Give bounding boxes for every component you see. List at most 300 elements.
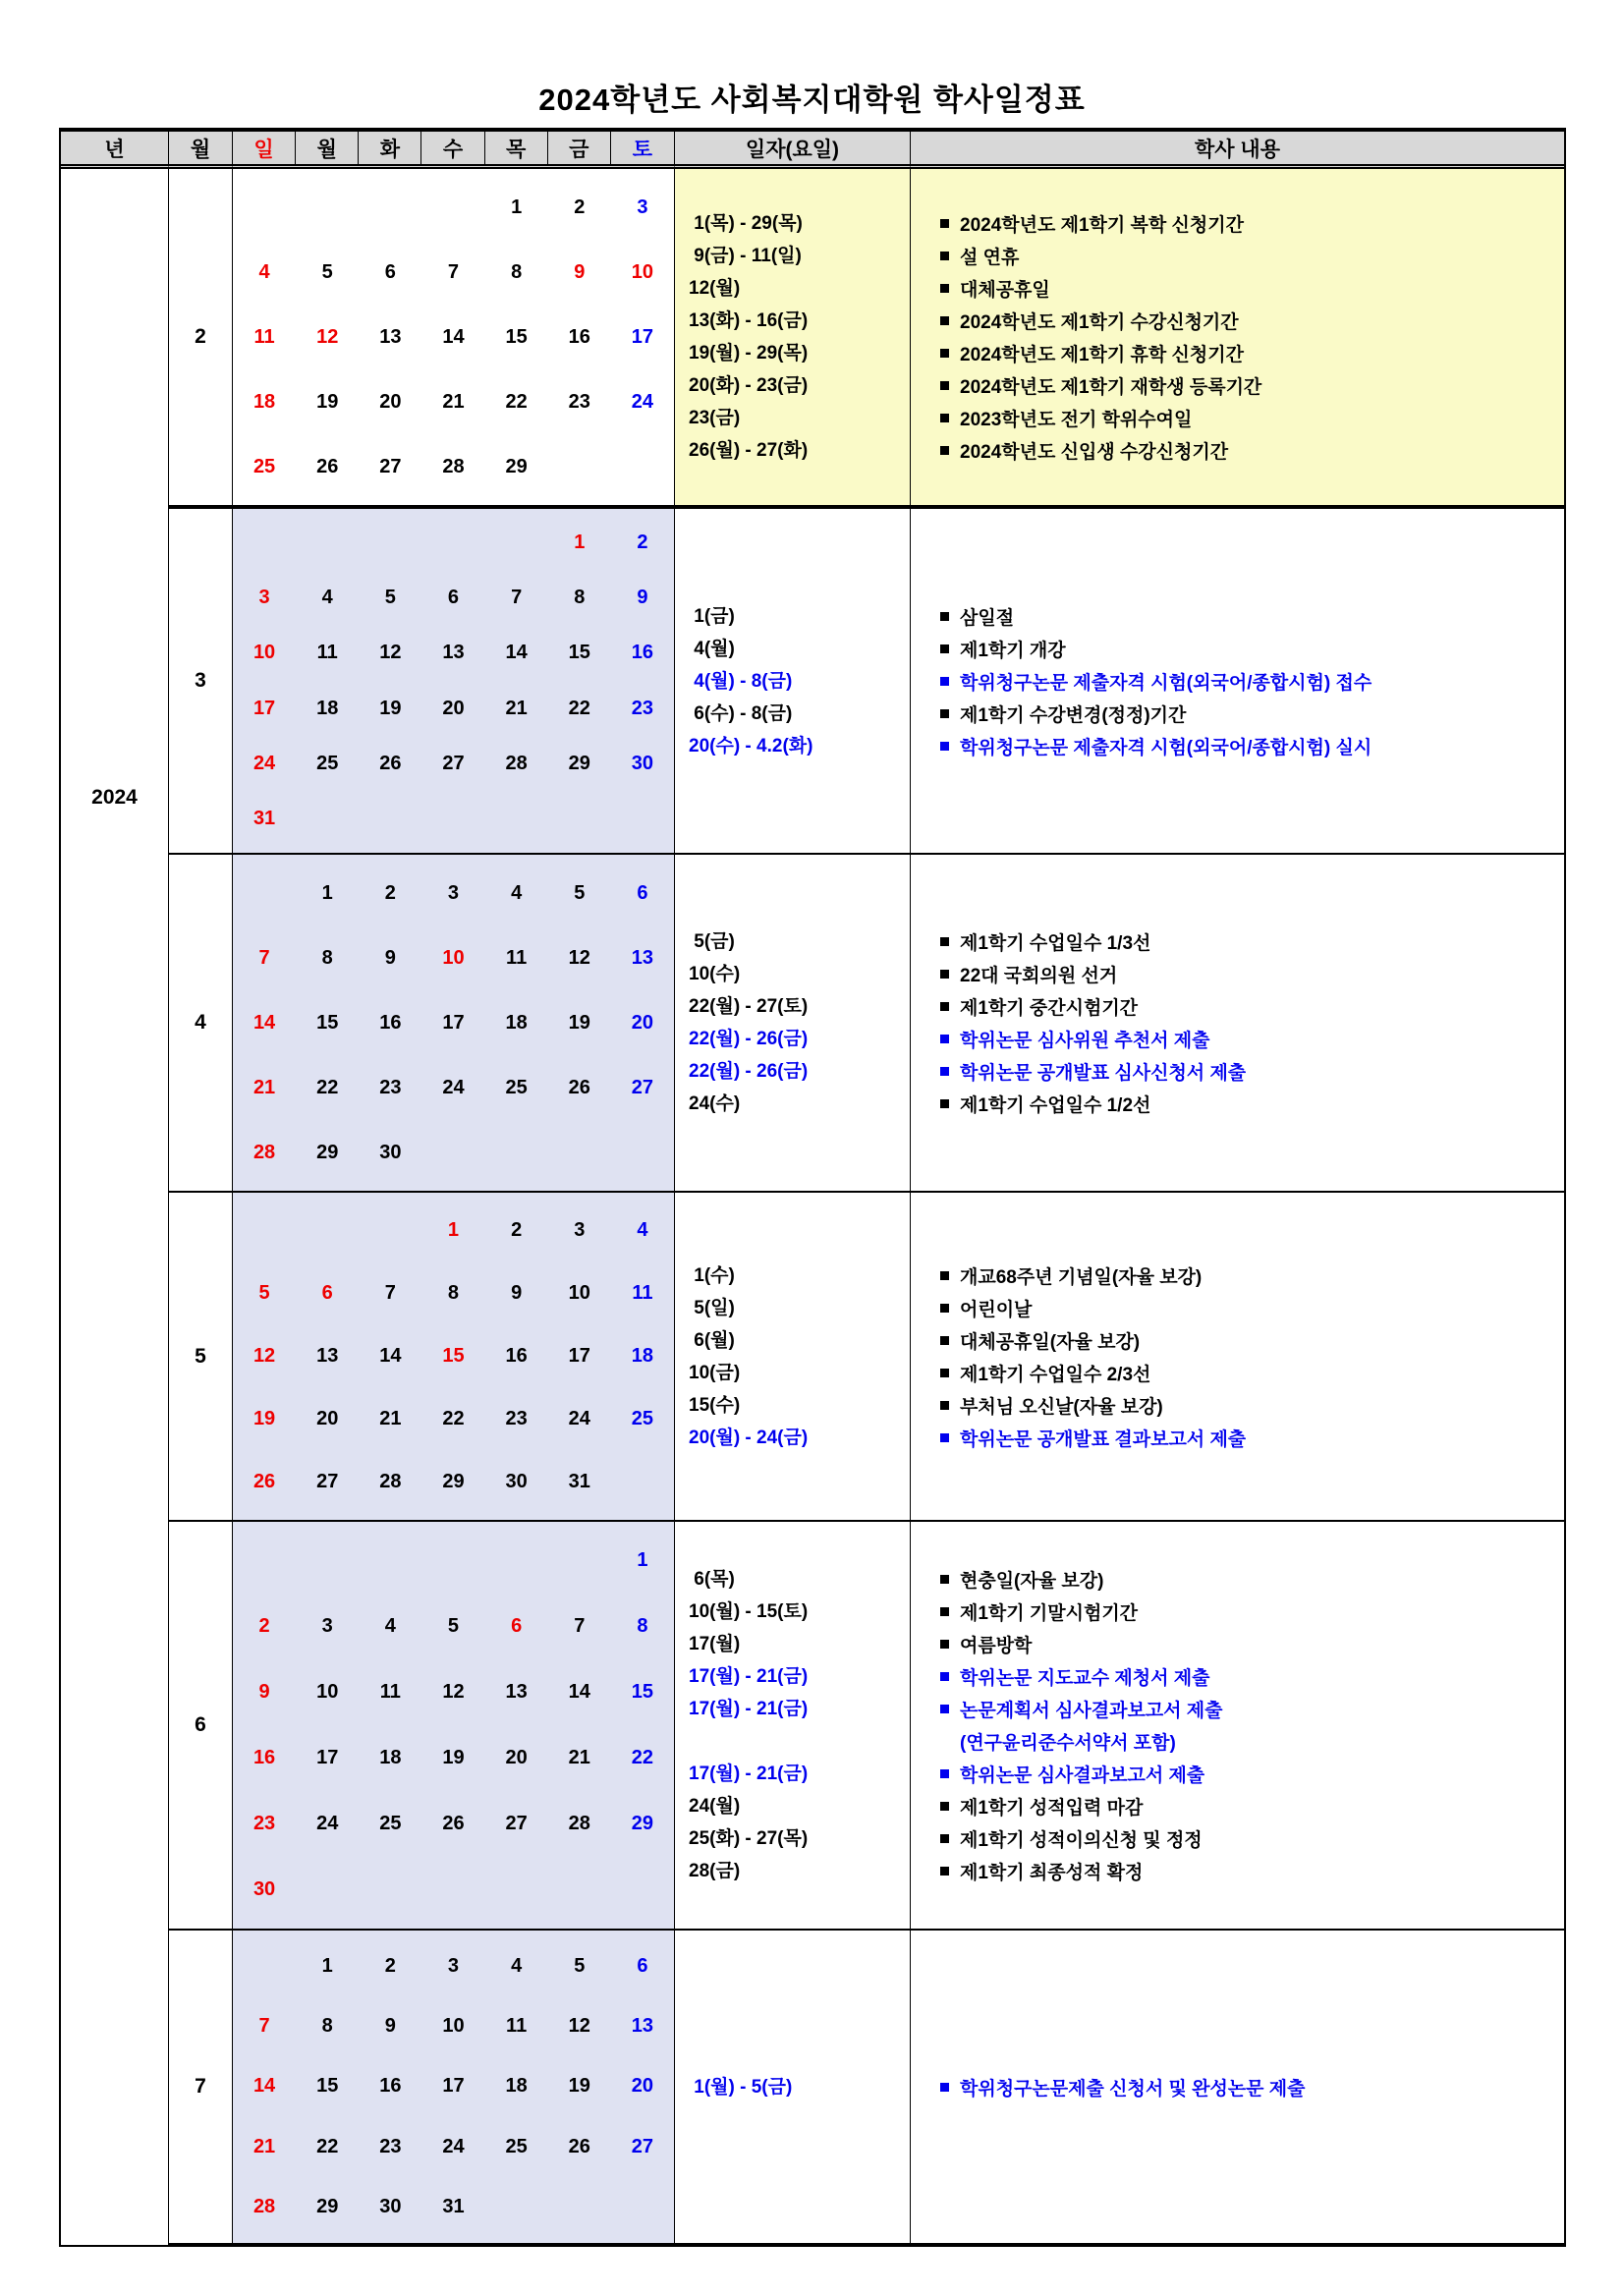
calendar-day: 22 xyxy=(442,1408,465,1430)
calendar-day: 6 xyxy=(384,260,396,283)
weekday-thu: 목 xyxy=(485,132,548,164)
header-weekdays xyxy=(233,132,675,169)
calendar-day xyxy=(296,808,359,830)
calendar-day xyxy=(611,1878,674,1901)
calendar-day: 2 xyxy=(574,196,586,218)
bullet-square-icon xyxy=(940,1401,949,1410)
event-text: 삼일절 xyxy=(960,607,1015,629)
calendar-day xyxy=(233,882,296,905)
event-date xyxy=(689,1725,910,1758)
event-text: 설 연휴 xyxy=(960,248,1020,268)
calendar-week-row xyxy=(233,391,674,414)
event-text: 대체공휴일 xyxy=(960,280,1050,301)
month-dates-5 xyxy=(675,1193,911,1522)
calendar-day xyxy=(485,1878,548,1901)
calendar-day: 23 xyxy=(252,1813,276,1834)
calendar-day: 17 xyxy=(252,697,276,719)
month-events-3 xyxy=(911,509,1564,855)
bullet-square-icon xyxy=(940,1607,949,1616)
header-date-column: 일자(요일) xyxy=(675,132,911,169)
event-row xyxy=(940,1357,1564,1389)
calendar-day: 29 xyxy=(442,1471,465,1493)
event-row xyxy=(940,369,1564,402)
month-events-7 xyxy=(911,1931,1564,2245)
event-row xyxy=(940,665,1564,698)
event-date: 28(금) xyxy=(689,1861,741,1881)
event-row xyxy=(940,1292,1564,1324)
calendar-week-row xyxy=(233,1282,674,1305)
calendar-day: 28 xyxy=(568,1813,590,1834)
event-text: 2024학년도 제1학기 휴학 신청기간 xyxy=(960,345,1244,365)
event-date: 1(월) - 5(금) xyxy=(689,2076,793,2098)
event-date: 23(금) xyxy=(689,408,741,428)
month-calendar-4 xyxy=(233,855,675,1193)
calendar-week-row xyxy=(233,1219,674,1242)
calendar-day: 30 xyxy=(379,1141,402,1163)
calendar-week-row xyxy=(233,1142,674,1164)
calendar-day: 12 xyxy=(316,325,339,348)
calendar-day: 6 xyxy=(511,1615,523,1637)
calendar-day: 6 xyxy=(321,1281,333,1304)
bullet-square-icon xyxy=(940,284,949,293)
event-date: 17(월) - 21(금) xyxy=(689,1699,809,1719)
page-title: 2024학년도 사회복지대학원 학사일정표 xyxy=(538,83,1086,117)
calendar-day: 15 xyxy=(316,2075,339,2098)
calendar-day: 27 xyxy=(505,1813,528,1834)
bullet-square-icon xyxy=(940,1802,949,1811)
calendar-day: 25 xyxy=(505,1076,528,1098)
event-text: 개교68주년 기념일(자율 보강) xyxy=(960,1266,1203,1288)
month-events-5 xyxy=(911,1193,1564,1522)
calendar-day xyxy=(359,1549,421,1572)
calendar-day: 4 xyxy=(258,260,270,283)
event-text: 2023학년도 전기 학위수여일 xyxy=(960,410,1193,430)
event-row xyxy=(940,1422,1564,1454)
calendar-day: 26 xyxy=(252,1471,276,1493)
calendar-week-row xyxy=(233,1681,674,1704)
bullet-square-icon xyxy=(940,1834,949,1843)
event-date: 5(금) xyxy=(689,931,735,952)
event-row xyxy=(940,1324,1564,1357)
calendar-day: 1 xyxy=(637,1549,648,1571)
event-row xyxy=(940,925,1564,958)
event-row xyxy=(940,240,1564,272)
calendar-day xyxy=(233,1955,296,1978)
event-text: 제1학기 수업일수 1/3선 xyxy=(960,933,1151,954)
calendar-day: 6 xyxy=(637,1955,648,1978)
calendar-week-row xyxy=(233,1012,674,1035)
calendar-day xyxy=(421,808,484,830)
event-date: 6(월) xyxy=(689,1329,735,1351)
bullet-square-icon xyxy=(940,742,949,751)
month-dates-7 xyxy=(675,1931,911,2245)
calendar-week-row xyxy=(233,2075,674,2098)
calendar-day: 22 xyxy=(631,1747,654,1768)
event-row xyxy=(940,1563,1564,1596)
header-month: 월 xyxy=(169,132,233,169)
event-date: 25(화) - 27(목) xyxy=(689,1828,809,1849)
calendar-day: 17 xyxy=(568,1344,590,1367)
calendar-day: 15 xyxy=(505,325,528,348)
calendar-day: 17 xyxy=(442,2075,465,2098)
calendar-day: 9 xyxy=(637,586,648,608)
calendar-day: 14 xyxy=(379,1344,402,1367)
event-date: 1(금) xyxy=(689,605,735,627)
calendar-day xyxy=(485,1142,548,1164)
calendar-day xyxy=(611,808,674,830)
calendar-day: 12 xyxy=(568,2015,590,2038)
calendar-day: 5 xyxy=(574,881,586,904)
calendar-day: 13 xyxy=(442,642,465,664)
calendar-day: 22 xyxy=(568,697,590,719)
calendar-day: 25 xyxy=(316,752,339,774)
calendar-day: 18 xyxy=(631,1344,654,1367)
calendar-day xyxy=(296,1878,359,1901)
calendar-week-row xyxy=(233,532,674,554)
calendar-day xyxy=(359,532,421,554)
bullet-square-icon xyxy=(940,1336,949,1345)
event-text: (연구윤리준수서약서 포함) xyxy=(960,1733,1176,1754)
calendar-day xyxy=(485,1549,548,1572)
event-row xyxy=(940,1088,1564,1120)
calendar-day xyxy=(548,808,611,830)
weekday-sat: 토 xyxy=(632,138,653,161)
bullet-square-icon xyxy=(940,446,949,455)
event-text: 학위청구논문 제출자격 시험(외국어/종합시험) 실시 xyxy=(960,737,1372,758)
event-row xyxy=(940,633,1564,665)
calendar-day: 27 xyxy=(442,752,465,774)
event-row xyxy=(940,2071,1564,2103)
calendar-day: 17 xyxy=(442,1011,465,1034)
calendar-day: 18 xyxy=(316,697,339,719)
calendar-day: 23 xyxy=(568,390,590,413)
calendar-day: 23 xyxy=(631,697,654,719)
bullet-square-icon xyxy=(940,1369,949,1377)
event-text: 현충일(자율 보강) xyxy=(960,1571,1104,1592)
event-text: 제1학기 중간시험기간 xyxy=(960,998,1139,1019)
schedule-table xyxy=(59,128,1566,2247)
event-text: 2024학년도 신입생 수강신청기간 xyxy=(960,442,1229,463)
event-text: 2024학년도 제1학기 재학생 등록기간 xyxy=(960,377,1262,398)
month-dates-3 xyxy=(675,509,911,855)
calendar-day: 8 xyxy=(574,586,586,608)
calendar-day xyxy=(421,196,484,219)
event-text: 2024학년도 제1학기 수강신청기간 xyxy=(960,312,1239,333)
calendar-day: 8 xyxy=(637,1615,648,1637)
calendar-day xyxy=(421,1549,484,1572)
calendar-day: 15 xyxy=(568,642,590,664)
calendar-day: 31 xyxy=(568,1471,590,1493)
calendar-day: 2 xyxy=(637,531,648,553)
calendar-day xyxy=(548,1549,611,1572)
calendar-day: 2 xyxy=(384,881,396,904)
event-date: 17(월) xyxy=(689,1634,741,1654)
calendar-day: 27 xyxy=(316,1471,339,1493)
month-calendar-6 xyxy=(233,1522,675,1931)
calendar-day: 16 xyxy=(252,1747,276,1768)
calendar-day: 18 xyxy=(505,2075,528,2098)
event-date: 22(월) - 26(금) xyxy=(689,1029,809,1049)
event-date: 13(화) - 16(금) xyxy=(689,310,809,331)
calendar-day: 25 xyxy=(252,455,276,477)
calendar-day xyxy=(421,1878,484,1901)
calendar-week-row xyxy=(233,1549,674,1572)
calendar-day: 26 xyxy=(442,1813,465,1834)
calendar-day: 4 xyxy=(637,1218,648,1241)
calendar-day xyxy=(359,808,421,830)
calendar-day: 9 xyxy=(574,260,586,283)
calendar-week-row xyxy=(233,2196,674,2218)
calendar-day: 10 xyxy=(442,946,465,969)
bullet-square-icon xyxy=(940,381,949,390)
calendar-week-row xyxy=(233,1813,674,1835)
event-date: 1(목) - 29(목) xyxy=(689,213,803,234)
calendar-day xyxy=(296,1549,359,1572)
calendar-day: 16 xyxy=(505,1344,528,1367)
event-date: 4(월) - 8(금) xyxy=(689,670,793,692)
header-content-column: 학사 내용 xyxy=(911,132,1564,169)
event-row xyxy=(940,1790,1564,1822)
calendar-week-row xyxy=(233,2136,674,2158)
calendar-day: 1 xyxy=(447,1218,460,1241)
calendar-day: 11 xyxy=(316,642,338,664)
calendar-day: 5 xyxy=(321,260,333,283)
calendar-day: 2 xyxy=(258,1615,270,1637)
event-row xyxy=(940,207,1564,240)
calendar-day: 4 xyxy=(511,1955,523,1978)
calendar-day: 24 xyxy=(568,1408,590,1430)
calendar-day: 19 xyxy=(568,2075,590,2098)
calendar-day: 31 xyxy=(252,808,276,830)
event-row xyxy=(940,600,1564,633)
calendar-day: 24 xyxy=(316,1813,339,1834)
calendar-day xyxy=(296,196,359,219)
calendar-day: 7 xyxy=(574,1615,586,1637)
calendar-day: 5 xyxy=(258,1281,270,1304)
calendar-week-row xyxy=(233,1747,674,1769)
calendar-day: 11 xyxy=(506,946,528,969)
calendar-day xyxy=(233,1549,296,1572)
calendar-day: 30 xyxy=(505,1471,528,1493)
calendar-day xyxy=(359,1878,421,1901)
event-date: 15(수) xyxy=(689,1394,741,1416)
calendar-day: 2 xyxy=(511,1218,523,1241)
month-label-6: 6 xyxy=(169,1522,233,1931)
bullet-square-icon xyxy=(940,644,949,653)
bullet-square-icon xyxy=(940,219,949,228)
calendar-day xyxy=(296,532,359,554)
calendar-day: 15 xyxy=(316,1011,339,1034)
calendar-day: 7 xyxy=(258,2015,270,2038)
calendar-day: 15 xyxy=(631,1681,654,1703)
year-cell xyxy=(61,169,169,2245)
event-text: 학위논문 지도교수 제청서 제출 xyxy=(960,1668,1210,1689)
bullet-square-icon xyxy=(940,414,949,422)
event-row xyxy=(940,1758,1564,1790)
calendar-day: 20 xyxy=(631,1011,654,1034)
year-label: 2024 xyxy=(91,786,138,809)
calendar-day: 9 xyxy=(511,1281,523,1304)
event-row xyxy=(940,1260,1564,1292)
calendar-day: 16 xyxy=(568,325,590,348)
event-text: 학위청구논문제출 신청서 및 완성논문 제출 xyxy=(960,2078,1306,2100)
calendar-week-row xyxy=(233,1615,674,1638)
bullet-square-icon xyxy=(940,1002,949,1011)
calendar-week-row xyxy=(233,196,674,219)
calendar-day: 30 xyxy=(631,752,654,774)
calendar-day: 5 xyxy=(384,586,396,608)
calendar-day: 10 xyxy=(316,1681,339,1703)
calendar-day: 15 xyxy=(442,1344,465,1367)
calendar-day: 29 xyxy=(316,1141,339,1163)
calendar-day: 7 xyxy=(384,1281,396,1304)
calendar-day: 13 xyxy=(631,2015,654,2038)
calendar-day: 3 xyxy=(447,881,460,904)
calendar-day xyxy=(421,532,484,554)
month-dates-6 xyxy=(675,1522,911,1931)
calendar-day: 17 xyxy=(316,1747,339,1768)
event-text: 22대 국회의원 선거 xyxy=(960,966,1118,986)
calendar-day: 1 xyxy=(511,196,523,218)
event-row xyxy=(940,1055,1564,1088)
event-text: 제1학기 수강변경(정정)기간 xyxy=(960,704,1187,726)
calendar-day: 13 xyxy=(631,946,654,969)
event-text: 제1학기 성적입력 마감 xyxy=(960,1798,1144,1819)
event-text: 제1학기 기말시험기간 xyxy=(960,1603,1139,1624)
event-row xyxy=(940,1693,1564,1725)
calendar-day: 8 xyxy=(321,2015,333,2038)
calendar-day: 22 xyxy=(316,1076,339,1098)
calendar-day: 26 xyxy=(379,752,402,774)
calendar-day xyxy=(485,2196,548,2218)
bullet-square-icon xyxy=(940,1640,949,1649)
event-date: 1(수) xyxy=(689,1264,735,1286)
event-text: 제1학기 성적이의신청 및 정정 xyxy=(960,1830,1203,1851)
event-row xyxy=(940,1596,1564,1628)
event-text: 학위논문 공개발표 심사신청서 제출 xyxy=(960,1063,1247,1084)
bullet-square-icon xyxy=(940,1067,949,1076)
event-row xyxy=(940,698,1564,730)
calendar-day: 29 xyxy=(316,2195,339,2217)
calendar-day: 10 xyxy=(252,642,276,664)
calendar-day: 16 xyxy=(379,1011,402,1034)
calendar-day xyxy=(485,532,548,554)
calendar-day: 5 xyxy=(574,1955,586,1978)
event-row xyxy=(940,730,1564,762)
calendar-day xyxy=(611,2196,674,2218)
calendar-day: 16 xyxy=(631,642,654,664)
bullet-square-icon xyxy=(940,1433,949,1442)
event-date: 20(월) - 24(금) xyxy=(689,1427,809,1448)
calendar-day: 19 xyxy=(316,390,339,413)
calendar-week-row xyxy=(233,753,674,775)
calendar-day: 11 xyxy=(379,1681,401,1703)
calendar-day: 3 xyxy=(321,1615,333,1637)
calendar-day: 13 xyxy=(379,325,402,348)
calendar-day: 10 xyxy=(631,260,654,283)
calendar-day: 8 xyxy=(447,1281,460,1304)
bullet-square-icon xyxy=(940,349,949,358)
calendar-day: 26 xyxy=(568,1076,590,1098)
calendar-day: 14 xyxy=(505,642,528,664)
calendar-day: 20 xyxy=(442,697,465,719)
event-row xyxy=(940,1822,1564,1855)
calendar-day: 20 xyxy=(316,1408,339,1430)
calendar-day: 27 xyxy=(631,1076,654,1098)
calendar-day: 25 xyxy=(379,1813,402,1834)
month-calendar-3 xyxy=(233,509,675,855)
event-row xyxy=(940,1628,1564,1660)
calendar-day: 11 xyxy=(632,1281,653,1304)
event-date: 6(수) - 8(금) xyxy=(689,702,793,724)
calendar-week-row xyxy=(233,947,674,970)
calendar-day: 24 xyxy=(631,390,654,413)
calendar-day: 5 xyxy=(447,1615,460,1637)
bullet-square-icon xyxy=(940,316,949,325)
calendar-day xyxy=(233,196,296,219)
event-date: 22(월) - 27(토) xyxy=(689,996,809,1017)
calendar-day: 26 xyxy=(568,2135,590,2157)
event-date: 24(수) xyxy=(689,1093,741,1114)
event-date: 17(월) - 21(금) xyxy=(689,1764,809,1784)
calendar-day: 19 xyxy=(442,1747,465,1768)
event-text: 학위논문 심사결과보고서 제출 xyxy=(960,1765,1205,1786)
month-label-5: 5 xyxy=(169,1193,233,1522)
event-date: 12(월) xyxy=(689,278,741,299)
event-text: 학위논문 공개발표 결과보고서 제출 xyxy=(960,1428,1247,1450)
calendar-day: 25 xyxy=(631,1408,654,1430)
calendar-day: 8 xyxy=(511,260,523,283)
bullet-square-icon xyxy=(940,1099,949,1108)
event-date: 9(금) - 11(일) xyxy=(689,246,802,266)
bullet-square-icon xyxy=(940,1769,949,1778)
calendar-day: 3 xyxy=(574,1218,586,1241)
event-text: 제1학기 수업일수 2/3선 xyxy=(960,1364,1151,1385)
calendar-week-row xyxy=(233,642,674,664)
calendar-week-row xyxy=(233,1077,674,1099)
calendar-day: 31 xyxy=(442,2195,465,2217)
calendar-week-row xyxy=(233,261,674,284)
bullet-square-icon xyxy=(940,1035,949,1043)
calendar-day: 21 xyxy=(568,1747,590,1768)
calendar-day: 1 xyxy=(574,531,586,553)
month-dates-4 xyxy=(675,855,911,1193)
calendar-week-row xyxy=(233,882,674,905)
event-text: 부처님 오신날(자율 보강) xyxy=(960,1396,1163,1418)
calendar-day: 29 xyxy=(631,1813,654,1834)
calendar-week-row xyxy=(233,808,674,830)
calendar-day: 22 xyxy=(505,390,528,413)
event-row xyxy=(940,1725,1564,1758)
calendar-day: 20 xyxy=(631,2075,654,2098)
calendar-day xyxy=(485,808,548,830)
calendar-day: 23 xyxy=(379,2135,402,2157)
calendar-day: 18 xyxy=(252,390,276,413)
bullet-square-icon xyxy=(940,1705,949,1713)
month-dates-2 xyxy=(675,169,911,509)
calendar-day: 3 xyxy=(447,1955,460,1978)
calendar-week-row xyxy=(233,456,674,478)
calendar-day: 26 xyxy=(316,455,339,477)
bullet-square-icon xyxy=(940,709,949,718)
calendar-day xyxy=(548,1142,611,1164)
calendar-day: 19 xyxy=(252,1408,276,1430)
event-date: 6(목) xyxy=(689,1569,735,1590)
calendar-day: 4 xyxy=(511,881,523,904)
calendar-day: 23 xyxy=(379,1076,402,1098)
calendar-day: 12 xyxy=(568,946,590,969)
calendar-day: 17 xyxy=(631,325,654,348)
